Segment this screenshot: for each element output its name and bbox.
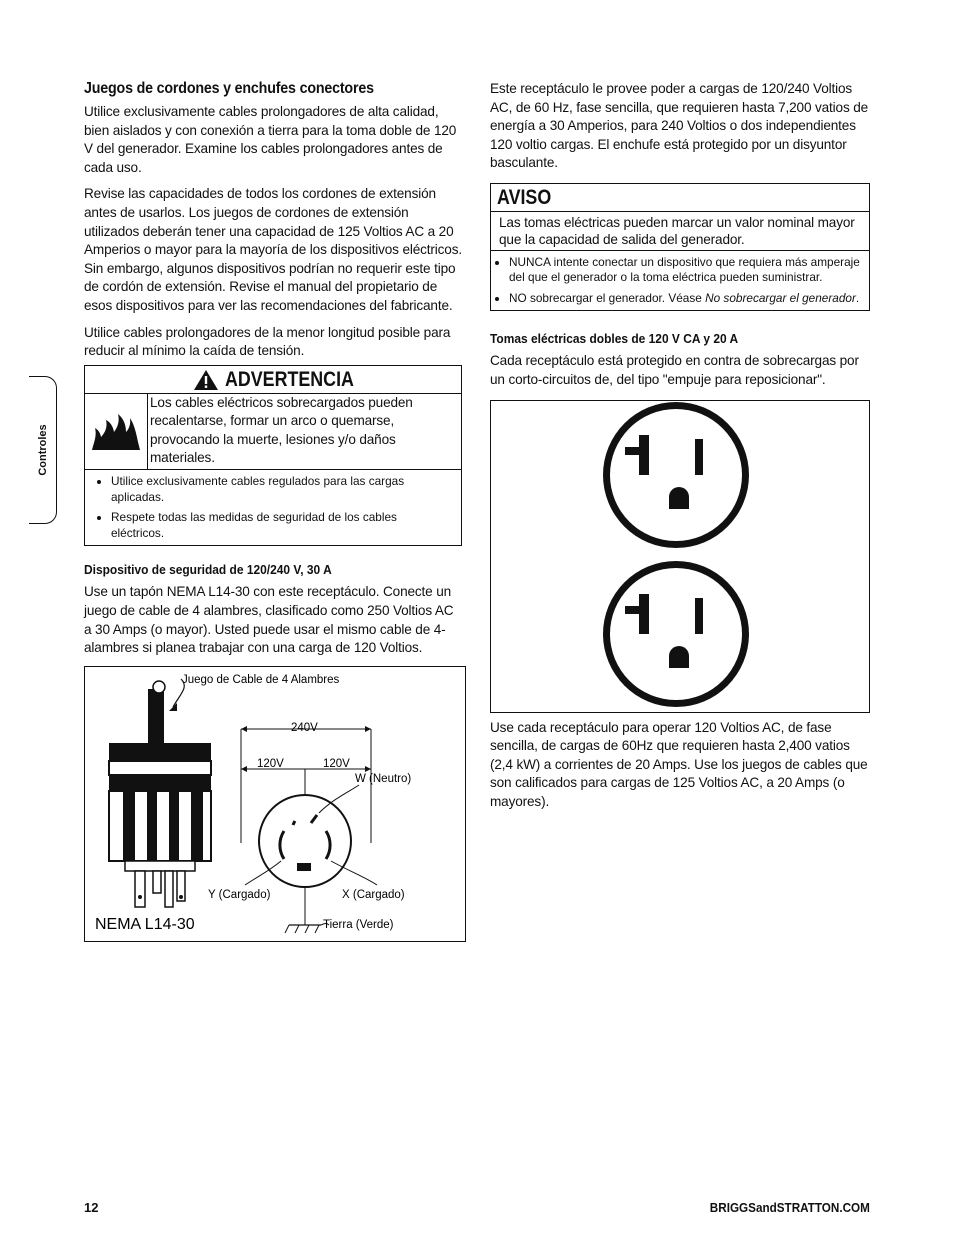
voltage-120-label: 120V: [257, 757, 284, 770]
warning-text: Los cables eléctricos sobrecargados pueden recalentarse, formar un arco o quemarse, provocando la muerte, lesiones y/o daños materiales.: [150, 394, 413, 465]
warning-box: [84, 365, 462, 547]
fire-hazard-icon: [90, 412, 142, 452]
bullet-text: NO sobrecargar el generador. Véase: [509, 290, 706, 305]
voltage-240-label: 240V: [291, 721, 318, 734]
paragraph: Cada receptáculo está protegido en contra de sobrecargas por un corto-circuitos de, del tipo "empuje para reposicionar".: [490, 353, 859, 388]
subsection-title: Dispositivo de seguridad de 120/240 V, 30 A: [84, 562, 332, 578]
ground-label: Tierra (Verde): [323, 918, 394, 931]
notice-header: [491, 184, 869, 212]
duplex-receptacle-illustration: [491, 401, 868, 711]
list-item: [509, 291, 861, 307]
duplex-outlet-diagram: [490, 400, 870, 713]
notice-bullets: [491, 251, 869, 311]
model-label: NEMA L14-30: [95, 915, 195, 933]
paragraph: Use un tapón NEMA L14-30 con este receptáculo. Conecte un juego de cable de 4 alambres, clasificado como 250 Voltios AC a 30 Amps (o mayor). Usted puede usar el mismo cable de 4-alambres si planea trabajar con una carga de 120 Voltios.: [84, 584, 454, 656]
side-tab-label: Controles: [36, 424, 49, 476]
website-link[interactable]: BRIGGSandSTRATTON.COM: [709, 1200, 870, 1215]
cross-reference: No sobrecargar el generador: [705, 290, 856, 305]
x-load-label: X (Cargado): [342, 888, 405, 901]
page-number: 12: [84, 1200, 99, 1215]
paragraph: Revise las capacidades de todos los cordones de extensión antes de usarlos. Los juegos de cordones de extensión utilizados deberán tener una capacidad de 125 Voltios AC a 20 Amperios o mayor para la mayoría de los dispositivos eléctricos. Sin embargo, algunos dispositivos podrían no requerir este tipo de cordón de extensión. Revise el manual del propietario de esos dispositivos para ver las recomendaciones del fabricante.: [84, 186, 462, 313]
nema-l14-30-diagram: [84, 666, 466, 942]
right-column: [490, 80, 870, 820]
cable-label: Juego de Cable de 4 Alambres: [182, 673, 340, 686]
warning-triangle-icon: [193, 369, 219, 391]
side-tab: [29, 376, 57, 524]
warning-header: [85, 366, 461, 394]
bullet-text: .: [855, 290, 860, 305]
warning-bullets: [85, 470, 461, 545]
notice-box: [490, 183, 870, 312]
paragraph: Este receptáculo le provee poder a cargas de 120/240 Voltios AC, de 60 Hz, fase sencilla, que requieren hasta 7,200 vatios de energía a 30 Amperios, para 240 Voltios o dos independientes 120 voltio cargas. El enchufe está protegido por un disyuntor basculante.: [490, 81, 869, 171]
section-title: Juegos de cordones y enchufes conectores: [84, 80, 374, 97]
paragraph: Utilice exclusivamente cables prolongadores de alta calidad, bien aislados y con conexión a tierra para la toma doble de 120 V del generador. Examine los cables prolongadores antes de cada uso.: [84, 104, 457, 175]
list-item: • NUNCA intente conectar un dispositivo que requiera más amperaje del que el generador o la toma eléctrica pueden suministrar.: [509, 255, 861, 286]
list-item: • Utilice exclusivamente cables regulados para las cargas aplicadas.: [111, 474, 453, 505]
y-load-label: Y (Cargado): [208, 888, 271, 901]
voltage-120-label: 120V: [323, 757, 350, 770]
notice-text: Las tomas eléctricas pueden marcar un valor nominal mayor que la capacidad de salida del generador.: [491, 212, 869, 251]
neutral-label: W (Neutro): [355, 772, 412, 785]
subsection-title: Tomas eléctricas dobles de 120 V CA y 20 A: [490, 331, 739, 347]
paragraph: Use cada receptáculo para operar 120 Voltios AC, de fase sencilla, de cargas de 60Hz que requieren hasta 2,400 vatios (2,4 kW) a corrientes de 20 Amps. Use los juegos de cables que son calificados para cargas de 125 Voltios AC, a 20 Amps (o mayores).: [490, 719, 868, 810]
plug-receptacle-illustration: [85, 667, 464, 940]
paragraph: Utilice cables prolongadores de la menor longitud posible para reducir al mínimo la caída de tensión.: [84, 324, 451, 359]
notice-title: AVISO: [497, 185, 552, 209]
list-item: • Respete todas las medidas de seguridad de los cables eléctricos.: [111, 510, 453, 541]
warning-title: ADVERTENCIA: [225, 367, 354, 391]
left-column: [84, 80, 462, 942]
